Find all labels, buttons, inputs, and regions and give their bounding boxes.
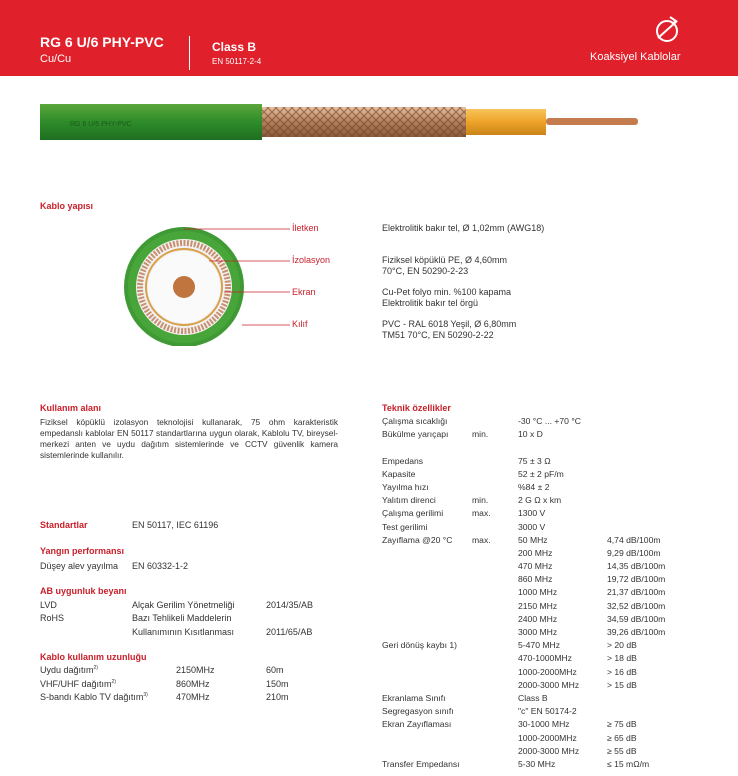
tech-cell-c: 52 ± 2 pF/m	[518, 468, 564, 479]
tech-cell-b	[472, 415, 491, 428]
tech-cell-a	[382, 652, 460, 665]
ab-row-b: Alçak Gerilim Yönetmeliği	[132, 600, 235, 610]
tech-cell-b	[472, 732, 491, 745]
tech-cell-c: 3000 V	[518, 521, 546, 532]
tech-cell-c: 2000-3000 MHz	[518, 745, 580, 756]
tech-cell-a: Kapasite	[382, 468, 416, 479]
tech-cell-d: 32,52 dB/100m	[607, 600, 666, 611]
desc-insulation: Fiziksel köpüklü PE, Ø 4,60mm 70°C, EN 50290-2-23	[382, 255, 508, 276]
tech-cell-c: 2400 MHz	[518, 613, 558, 624]
tech-cell-a: Çalışma gerilimi	[382, 508, 444, 519]
tech-cell-c: 10 x D	[518, 429, 543, 440]
tech-cell-a	[382, 586, 460, 599]
tech-cell-a: Yalıtım direnci	[382, 495, 436, 506]
tech-cell-c: 50 MHz	[518, 534, 548, 545]
tech-cell-d: 21,37 dB/100m	[607, 587, 666, 598]
tech-cell-d	[607, 428, 665, 441]
tech-cell-a: Geri dönüş kaybı 1)	[382, 640, 457, 651]
ab-row-b: Bazı Tehlikeli Maddelerin	[132, 613, 232, 623]
tech-cell-a	[382, 600, 460, 613]
cable-cross-section-icon	[114, 216, 384, 346]
tech-cell-a: Ekranlama Sınıfı	[382, 692, 446, 703]
ab-row-b: Kullanımının Kısıtlanması	[132, 627, 235, 637]
ab-row-a: RoHS	[40, 613, 65, 623]
tech-cell-d	[607, 494, 665, 507]
length-row-freq: 860MHz	[176, 679, 210, 689]
tech-cell-b	[472, 692, 491, 705]
tech-cell-b	[472, 718, 491, 731]
tech-cell-a	[382, 732, 460, 745]
class-standard: EN 50117-2-4	[212, 57, 262, 66]
tech-cell-b	[472, 547, 491, 560]
product-title: RG 6 U/6 PHY-PVC	[40, 34, 164, 50]
tech-cell-d	[607, 441, 665, 454]
tech-cell-c: 75 ± 3 Ω	[518, 455, 551, 466]
tech-cell-a: Empedans	[382, 455, 424, 466]
tech-cell-c: 5-470 MHz	[518, 640, 561, 651]
usage-text: Fiziksel köpüklü izolasyon teknolojisi kullanarak, 75 ohm karakteristik empedanslı kablolar EN 50117 standartlarına uygun olarak, Kablolu TV, bireysel-merkezi anten ve uydu dağıtım sistemlerinde ve CCTV güvenlik kamera sistemlerinde kullanılır.	[40, 417, 338, 460]
tech-cell-a: Bükülme yarıçapı	[382, 429, 449, 440]
tech-cell-b: min.	[472, 495, 489, 506]
tech-cell-d	[607, 481, 665, 494]
tech-cell-a	[382, 560, 460, 573]
length-row-length: 60m	[266, 665, 284, 675]
tech-cell-c: 1000-2000MHz	[518, 666, 577, 677]
tech-cell-c: 860 MHz	[518, 574, 553, 585]
tech-cell-d: ≥ 75 dB	[607, 719, 637, 730]
tech-cell-b	[472, 455, 491, 468]
length-row-length: 210m	[266, 692, 289, 702]
tech-cell-a	[382, 613, 460, 626]
tech-cell-a	[382, 441, 460, 454]
tech-cell-b: max.	[472, 534, 491, 545]
tech-cell-c: 3000 MHz	[518, 627, 558, 637]
desc-screen: Cu-Pet folyo min. %100 kapama Elektrolitik bakır tel örgü	[382, 287, 512, 308]
fire-title: Yangın performansı	[40, 546, 125, 556]
tech-cell-c: %84 ± 2	[518, 481, 550, 492]
tech-cell-a	[382, 679, 460, 692]
tech-cell-d: 39,26 dB/100m	[607, 627, 666, 637]
ab-row-c: 2014/35/AB	[266, 600, 314, 610]
tech-cell-b	[472, 639, 491, 652]
tech-title: Teknik özellikler	[382, 403, 451, 413]
tech-cell-b	[472, 705, 491, 718]
tech-cell-d: ≥ 55 dB	[607, 745, 637, 756]
tech-col-limit	[472, 415, 491, 771]
tech-cell-b	[472, 560, 491, 573]
tech-cell-a	[382, 745, 460, 758]
tech-cell-c: 470 MHz	[518, 561, 553, 572]
tech-cell-b	[472, 679, 491, 692]
fire-value: EN 60332-1-2	[132, 561, 189, 571]
tech-cell-d	[607, 455, 665, 468]
tech-cell-c: 5-30 MHz	[518, 758, 556, 769]
tech-cell-d: > 18 dB	[607, 653, 637, 664]
tech-cell-a: Test gerilimi	[382, 521, 428, 532]
tech-cell-d: 34,59 dB/100m	[607, 613, 666, 624]
tech-cell-a: Yayılma hızı	[382, 481, 429, 492]
label-conductor: İletken	[292, 223, 319, 233]
tech-cell-c: "c" EN 50174-2	[518, 706, 577, 717]
ab-row-c: 2011/65/AB	[266, 627, 313, 637]
tech-col-value	[518, 415, 581, 771]
tech-cell-a	[382, 573, 460, 586]
tech-cell-d	[607, 507, 665, 520]
tech-cell-d: 4,74 dB/100m	[607, 534, 661, 545]
tech-cell-c: 1300 V	[518, 508, 546, 519]
label-sheath: Kılıf	[292, 319, 308, 329]
tech-cell-b	[472, 468, 491, 481]
tech-cell-c: 30-1000 MHz	[518, 719, 570, 730]
tech-cell-d: 19,72 dB/100m	[607, 574, 666, 585]
tech-col-parameter	[382, 415, 460, 771]
header-bar	[0, 0, 738, 76]
tech-cell-b	[472, 600, 491, 613]
standards-label: Standartlar	[40, 520, 88, 530]
tech-cell-b	[472, 652, 491, 665]
tech-cell-c	[518, 441, 581, 454]
length-row-freq: 2150MHz	[176, 665, 215, 675]
fire-label: Düşey alev yayılma	[40, 561, 119, 571]
label-insulation: İzolasyon	[292, 255, 331, 265]
tech-cell-b	[472, 573, 491, 586]
length-row-label: S-bandı Kablo TV dağıtım$^{3)}$	[40, 692, 148, 702]
length-row-label: Uydu dağıtım$^{2)}$	[40, 665, 98, 675]
tech-cell-d: > 20 dB	[607, 640, 637, 651]
tech-cell-c: 2150 MHz	[518, 600, 558, 611]
tech-cell-c: 2000-3000 MHz	[518, 679, 580, 690]
ab-title: AB uygunluk beyanı	[40, 586, 127, 596]
tech-cell-c: -30 °C ... +70 °C	[518, 416, 581, 426]
tech-cell-d: 14,35 dB/100m	[607, 561, 666, 572]
tech-cell-b: max.	[472, 508, 491, 519]
tech-cell-b	[472, 481, 491, 494]
tech-cell-d: > 15 dB	[607, 679, 637, 690]
class-title: Class B	[212, 40, 257, 54]
lengths-title: Kablo kullanım uzunluğu	[40, 652, 147, 662]
tech-cell-c: 1000-2000MHz	[518, 732, 577, 743]
desc-conductor: Elektrolitik bakır tel, Ø 1,02mm (AWG18)	[382, 223, 545, 233]
tech-cell-c: 200 MHz	[518, 547, 553, 558]
length-row-length: 150m	[266, 679, 289, 689]
tech-col-result	[607, 415, 665, 771]
desc-sheath: PVC - RAL 6018 Yeşil, Ø 6,80mm TM51 70°C, EN 50290-2-22	[382, 319, 517, 340]
product-subtitle: Cu/Cu	[40, 53, 72, 65]
tech-cell-b	[472, 666, 491, 679]
header-divider	[189, 36, 190, 70]
tech-cell-d	[607, 521, 665, 534]
tech-cell-d	[607, 415, 665, 428]
jacket-print: RG 6 U/6 PHY-PVC	[70, 121, 132, 128]
brand-name: Koaksiyel Kablolar	[590, 51, 681, 63]
tech-cell-b: min.	[472, 429, 489, 440]
tech-cell-a	[382, 547, 460, 560]
tech-cell-c: Class B	[518, 692, 548, 703]
tech-cell-d	[607, 692, 665, 705]
tech-cell-a: Zayıflama @20 °C	[382, 534, 453, 545]
tech-cell-b	[472, 626, 491, 639]
usage-title: Kullanım alanı	[40, 403, 102, 413]
tech-cell-d: > 16 dB	[607, 666, 637, 677]
ab-row-a: LVD	[40, 600, 57, 610]
tech-cell-b	[472, 441, 491, 454]
label-screen: Ekran	[292, 287, 316, 297]
brand-logo-icon	[652, 14, 682, 44]
tech-cell-d: ≥ 65 dB	[607, 732, 637, 743]
tech-cell-c: 1000 MHz	[518, 587, 558, 598]
tech-cell-b	[472, 613, 491, 626]
tech-cell-b	[472, 745, 491, 758]
coaxial-cable-illustration	[0, 96, 738, 156]
tech-cell-b	[472, 586, 491, 599]
tech-cell-a	[382, 666, 460, 679]
standards-value: EN 50117, IEC 61196	[132, 520, 219, 530]
tech-cell-a: Segregasyon sınıfı	[382, 706, 454, 717]
tech-cell-a	[382, 626, 460, 639]
length-row-freq: 470MHz	[176, 692, 210, 702]
tech-cell-d: ≤ 15 mΩ/m	[607, 758, 650, 769]
tech-cell-b	[472, 521, 491, 534]
tech-cell-a: Ekran Zayıflaması	[382, 719, 452, 730]
tech-cell-d: 9,29 dB/100m	[607, 547, 661, 558]
tech-cell-b	[472, 758, 491, 771]
tech-cell-d	[607, 468, 665, 481]
structure-title: Kablo yapısı	[40, 201, 94, 211]
tech-cell-c: 2 G Ω x km	[518, 495, 562, 506]
tech-cell-a: Çalışma sıcaklığı	[382, 416, 448, 426]
length-row-label: VHF/UHF dağıtım$^{2)}$	[40, 679, 116, 689]
tech-cell-c: 470-1000MHz	[518, 653, 572, 664]
tech-cell-a: Transfer Empedansı	[382, 758, 460, 769]
tech-cell-d	[607, 705, 665, 718]
